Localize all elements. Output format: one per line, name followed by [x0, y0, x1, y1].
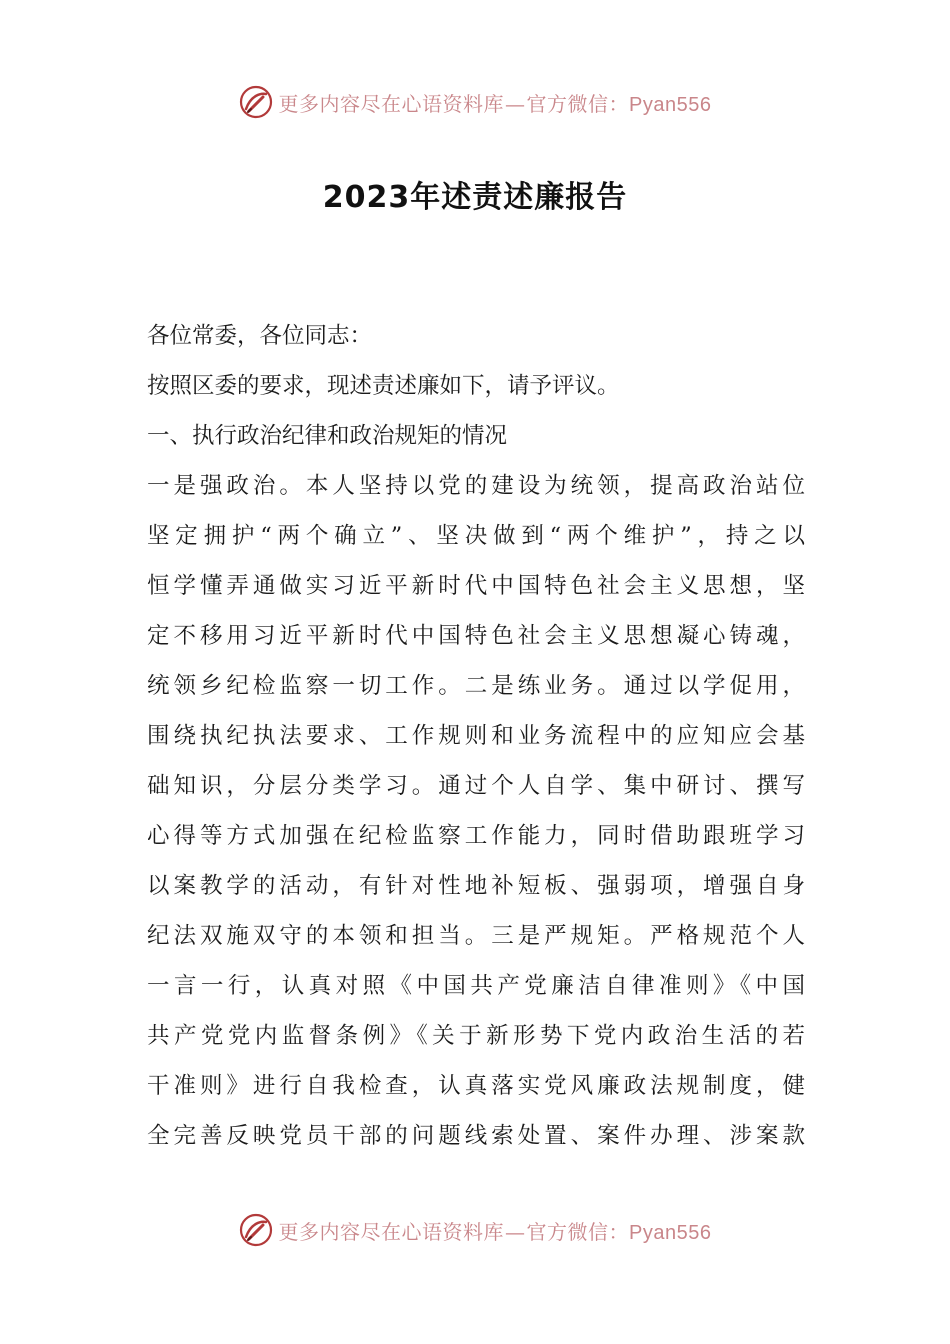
body-line: 一言一行，认真对照《中国共产党廉洁自律准则》《中国 [147, 973, 805, 999]
brand-text: 更多内容尽在心语资料库 [278, 91, 505, 116]
wechat-label: 官方微信： [526, 91, 630, 116]
footer-watermark-banner [0, 1210, 950, 1250]
watermark-text [279, 1216, 712, 1245]
body-line: 全完善反映党员干部的问题线索处置、案件办理、涉案款 [147, 1123, 805, 1149]
body-line: 共产党党内监督条例》《关于新形势下党内政治生活的若 [147, 1023, 805, 1049]
wechat-label: 官方微信： [526, 1219, 630, 1244]
wechat-id: Pyan556 [629, 93, 712, 116]
body-line: 础知识，分层分类学习。通过个人自学、集中研讨、撰写 [147, 773, 805, 799]
intro-line: 按照区委的要求，现述责述廉如下，请予评议。 [147, 373, 620, 399]
watermark-text [279, 88, 712, 117]
body-line: 定不移用习近平新时代中国特色社会主义思想凝心铸魂， [147, 623, 805, 649]
document-body [147, 311, 805, 1161]
greeting-line: 各位常委，各位同志： [147, 323, 373, 349]
pen-logo-icon [239, 85, 273, 119]
separator: — [505, 91, 526, 116]
body-line: 恒学懂弄通做实习近平新时代中国特色社会主义思想，坚 [147, 573, 805, 599]
body-line: 坚定拥护“两个确立”、坚决做到“两个维护”，持之以 [147, 523, 805, 549]
section-heading: 一、执行政治纪律和政治规矩的情况 [147, 423, 508, 449]
wechat-id: Pyan556 [629, 1221, 712, 1244]
brand-text: 更多内容尽在心语资料库 [278, 1219, 505, 1244]
document-title: 2023年述责述廉报告 [322, 180, 628, 215]
header-watermark-banner [0, 82, 950, 122]
separator: — [505, 1219, 526, 1244]
body-line: 一是强政治。本人坚持以党的建设为统领，提高政治站位 [147, 473, 805, 499]
body-line: 纪法双施双守的本领和担当。三是严规矩。严格规范个人 [147, 923, 805, 949]
body-line: 围绕执纪执法要求、工作规则和业务流程中的应知应会基 [147, 723, 805, 749]
body-line: 统领乡纪检监察一切工作。二是练业务。通过以学促用， [147, 673, 805, 699]
body-line: 心得等方式加强在纪检监察工作能力，同时借助跟班学习 [147, 823, 805, 849]
pen-logo-icon [239, 1213, 273, 1247]
body-line: 以案教学的活动，有针对性地补短板、强弱项，增强自身 [147, 873, 805, 899]
body-line: 干准则》进行自我检查，认真落实党风廉政法规制度，健 [147, 1073, 805, 1099]
